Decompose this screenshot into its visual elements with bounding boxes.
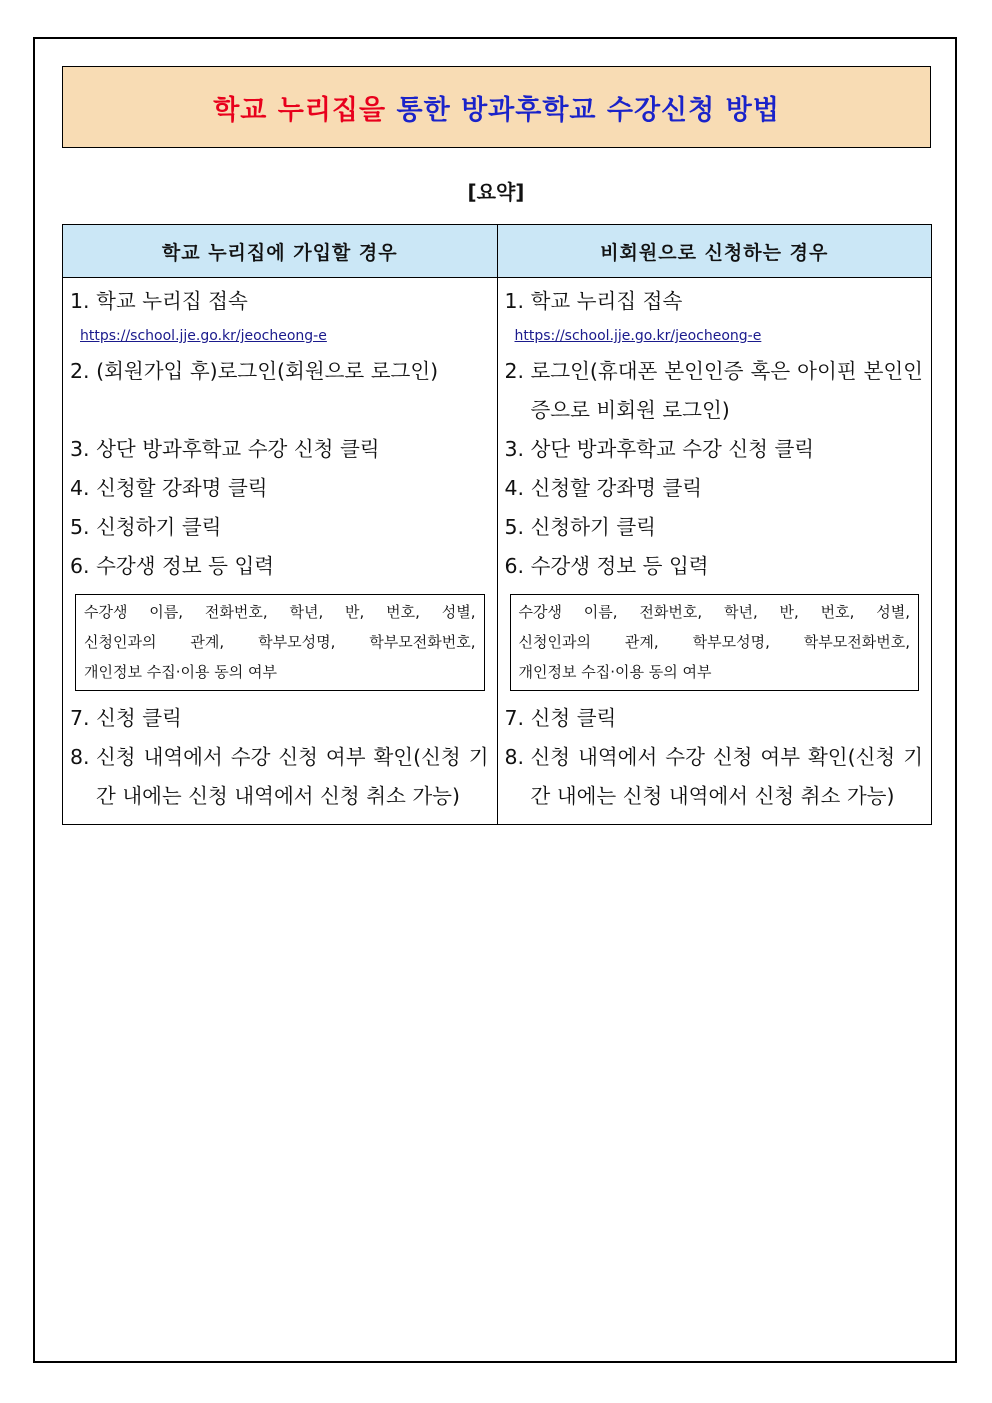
column-header-member: 학교 누리집에 가입할 경우 (63, 225, 498, 278)
step-number: 2. (504, 359, 525, 383)
step-5 (505, 508, 924, 547)
info-line: 수강생 이름, 전화번호, 학년, 반, 번호, 성별, (518, 603, 910, 621)
step-1 (505, 282, 924, 321)
student-info-box (75, 594, 485, 691)
step-text: 수강생 정보 등 입력 (96, 554, 275, 578)
member-steps-cell (63, 278, 498, 825)
info-line: 신청인과의 관계, 학부모성명, 학부모전화번호, (518, 633, 910, 651)
step-number: 1. (70, 289, 90, 313)
column-header-guest: 비회원으로 신청하는 경우 (497, 225, 932, 278)
step-number: 4. (70, 476, 90, 500)
step-number: 8. (70, 745, 90, 769)
step-6 (505, 547, 924, 586)
step-5 (70, 508, 489, 547)
info-line: 개인정보 수집·이용 동의 여부 (84, 663, 277, 681)
step-text: 학교 누리집 접속 (530, 289, 683, 313)
step-4 (505, 469, 924, 508)
step-6 (70, 547, 489, 586)
table-body-row (63, 278, 932, 825)
summary-label: [요약] (467, 180, 525, 204)
step-text: 상단 방과후학교 수강 신청 클릭 (530, 437, 815, 461)
step-text: 신청하기 클릭 (530, 515, 656, 539)
info-line: 개인정보 수집·이용 동의 여부 (518, 663, 712, 681)
student-info-box (510, 594, 920, 691)
step-text: 학교 누리집 접속 (96, 289, 248, 313)
step-text: 신청 내역에서 수강 신청 여부 확인(신청 기간 내에는 신청 내역에서 신청 취소 가능) (530, 745, 923, 808)
step-8 (70, 738, 489, 816)
step-text: 신청할 강좌명 클릭 (96, 476, 268, 500)
step-text: 신청하기 클릭 (96, 515, 222, 539)
step-number: 6. (70, 554, 90, 578)
step-number: 7. (70, 706, 90, 730)
info-line: 신청인과의 관계, 학부모성명, 학부모전화번호, (84, 633, 476, 651)
step-number: 5. (70, 515, 90, 539)
step-3 (70, 430, 489, 469)
step-text: 신청할 강좌명 클릭 (530, 476, 703, 500)
summary-table (62, 224, 932, 825)
step-number: 3. (70, 437, 90, 461)
step-text: 상단 방과후학교 수강 신청 클릭 (96, 437, 380, 461)
step-number: 8. (504, 745, 525, 769)
step-text: 신청 내역에서 수강 신청 여부 확인(신청 기간 내에는 신청 내역에서 신청 취소 가능) (96, 745, 489, 808)
step-number: 5. (504, 515, 525, 539)
step-8 (505, 738, 924, 816)
step-number: 4. (504, 476, 525, 500)
step-7 (505, 699, 924, 738)
document-title (213, 88, 780, 127)
step-number: 1. (504, 289, 525, 313)
step-text: 신청 클릭 (96, 706, 182, 730)
step-7 (70, 699, 489, 738)
step-2 (505, 352, 924, 430)
step-text: (회원가입 후)로그인(회원으로 로그인) (96, 359, 439, 383)
info-line: 수강생 이름, 전화번호, 학년, 반, 번호, 성별, (84, 603, 476, 621)
step-number: 2. (70, 359, 90, 383)
step-text: 신청 클릭 (530, 706, 617, 730)
title-part-red: 학교 누리집을 (213, 94, 387, 126)
step-text: 로그인(휴대폰 본인인증 혹은 아이핀 본인인증으로 비회원 로그인) (530, 359, 923, 422)
school-homepage-link[interactable]: https://school.jje.go.kr/jeocheong-e (514, 328, 762, 344)
step-2 (70, 352, 489, 391)
step-number: 7. (504, 706, 525, 730)
step-number: 6. (504, 554, 525, 578)
spacer (70, 391, 489, 430)
title-box (62, 66, 931, 148)
guest-steps-cell (497, 278, 932, 825)
table-header-row (63, 225, 932, 278)
school-homepage-link[interactable]: https://school.jje.go.kr/jeocheong-e (80, 328, 327, 344)
step-3 (505, 430, 924, 469)
step-number: 3. (504, 437, 525, 461)
step-text: 수강생 정보 등 입력 (530, 554, 709, 578)
step-4 (70, 469, 489, 508)
title-part-blue: 통한 방과후학교 수강신청 방법 (396, 94, 780, 126)
step-1 (70, 282, 489, 321)
